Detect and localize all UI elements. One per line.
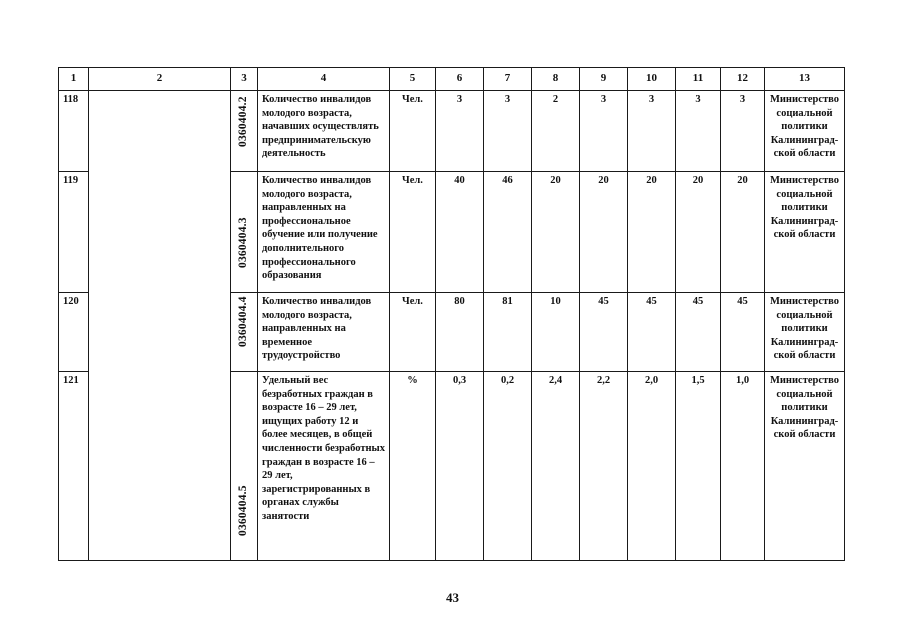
value-cell: 46 xyxy=(484,172,532,293)
row-number: 118 xyxy=(59,91,89,172)
row-number: 120 xyxy=(59,293,89,372)
column-header: 7 xyxy=(484,68,532,91)
value-cell: 3 xyxy=(580,91,628,172)
column-header: 2 xyxy=(89,68,231,91)
indicator-code: 0360404.5 xyxy=(237,485,250,537)
value-cell: 20 xyxy=(532,172,580,293)
value-cell: 1,5 xyxy=(676,372,721,561)
indicator-code-cell xyxy=(231,372,258,561)
value-cell: 45 xyxy=(676,293,721,372)
column-header: 3 xyxy=(231,68,258,91)
value-cell: 20 xyxy=(676,172,721,293)
value-cell: 20 xyxy=(721,172,765,293)
value-cell: 20 xyxy=(628,172,676,293)
value-cell: 1,0 xyxy=(721,372,765,561)
table-row xyxy=(59,91,845,172)
responsible-ministry: Министерство социальной политики Калининград-ской области xyxy=(765,293,845,372)
column-header: 10 xyxy=(628,68,676,91)
program-indicators-table xyxy=(58,67,845,561)
merged-empty-cell xyxy=(89,91,231,561)
column-header: 6 xyxy=(436,68,484,91)
unit-of-measure: % xyxy=(390,372,436,561)
indicator-name: Удельный вес безработных граждан в возрасте 16 – 29 лет, ищущих работу 12 и более месяцев, в общей численности безработных граждан в возрасте 16 – 29 лет, зарегистрированных в органах службы занятости xyxy=(258,372,390,561)
indicator-code-cell xyxy=(231,91,258,172)
value-cell: 2,0 xyxy=(628,372,676,561)
value-cell: 3 xyxy=(484,91,532,172)
column-header: 8 xyxy=(532,68,580,91)
page-number: 43 xyxy=(446,590,459,605)
indicator-code-cell xyxy=(231,293,258,372)
indicator-code: 0360404.3 xyxy=(237,217,250,269)
indicator-code: 0360404.4 xyxy=(237,296,250,348)
indicator-name: Количество инвалидов молодого возраста, начавших осуществлять предпринимательскую деятельность xyxy=(258,91,390,172)
indicator-code-cell xyxy=(231,172,258,293)
indicator-code: 0360404.2 xyxy=(237,96,250,148)
responsible-ministry: Министерство социальной политики Калининград-ской области xyxy=(765,172,845,293)
value-cell: 45 xyxy=(721,293,765,372)
value-cell: 3 xyxy=(721,91,765,172)
column-header: 1 xyxy=(59,68,89,91)
value-cell: 2,4 xyxy=(532,372,580,561)
column-header: 12 xyxy=(721,68,765,91)
value-cell: 81 xyxy=(484,293,532,372)
value-cell: 10 xyxy=(532,293,580,372)
value-cell: 20 xyxy=(580,172,628,293)
table-header-row xyxy=(59,68,845,91)
responsible-ministry: Министерство социальной политики Калининград-ской области xyxy=(765,372,845,561)
value-cell: 0,3 xyxy=(436,372,484,561)
value-cell: 2 xyxy=(532,91,580,172)
column-header: 11 xyxy=(676,68,721,91)
unit-of-measure: Чел. xyxy=(390,293,436,372)
row-number: 119 xyxy=(59,172,89,293)
value-cell: 45 xyxy=(628,293,676,372)
unit-of-measure: Чел. xyxy=(390,172,436,293)
responsible-ministry: Министерство социальной политики Калининград-ской области xyxy=(765,91,845,172)
column-header: 9 xyxy=(580,68,628,91)
column-header: 5 xyxy=(390,68,436,91)
indicator-name: Количество инвалидов молодого возраста, направленных на временное трудоустройство xyxy=(258,293,390,372)
row-number: 121 xyxy=(59,372,89,561)
value-cell: 45 xyxy=(580,293,628,372)
value-cell: 2,2 xyxy=(580,372,628,561)
unit-of-measure: Чел. xyxy=(390,91,436,172)
value-cell: 3 xyxy=(628,91,676,172)
value-cell: 40 xyxy=(436,172,484,293)
indicator-name: Количество инвалидов молодого возраста, направленных на профессиональное обучение или получение дополнительного профессионального образования xyxy=(258,172,390,293)
column-header: 4 xyxy=(258,68,390,91)
column-header: 13 xyxy=(765,68,845,91)
value-cell: 80 xyxy=(436,293,484,372)
value-cell: 3 xyxy=(436,91,484,172)
value-cell: 3 xyxy=(676,91,721,172)
value-cell: 0,2 xyxy=(484,372,532,561)
